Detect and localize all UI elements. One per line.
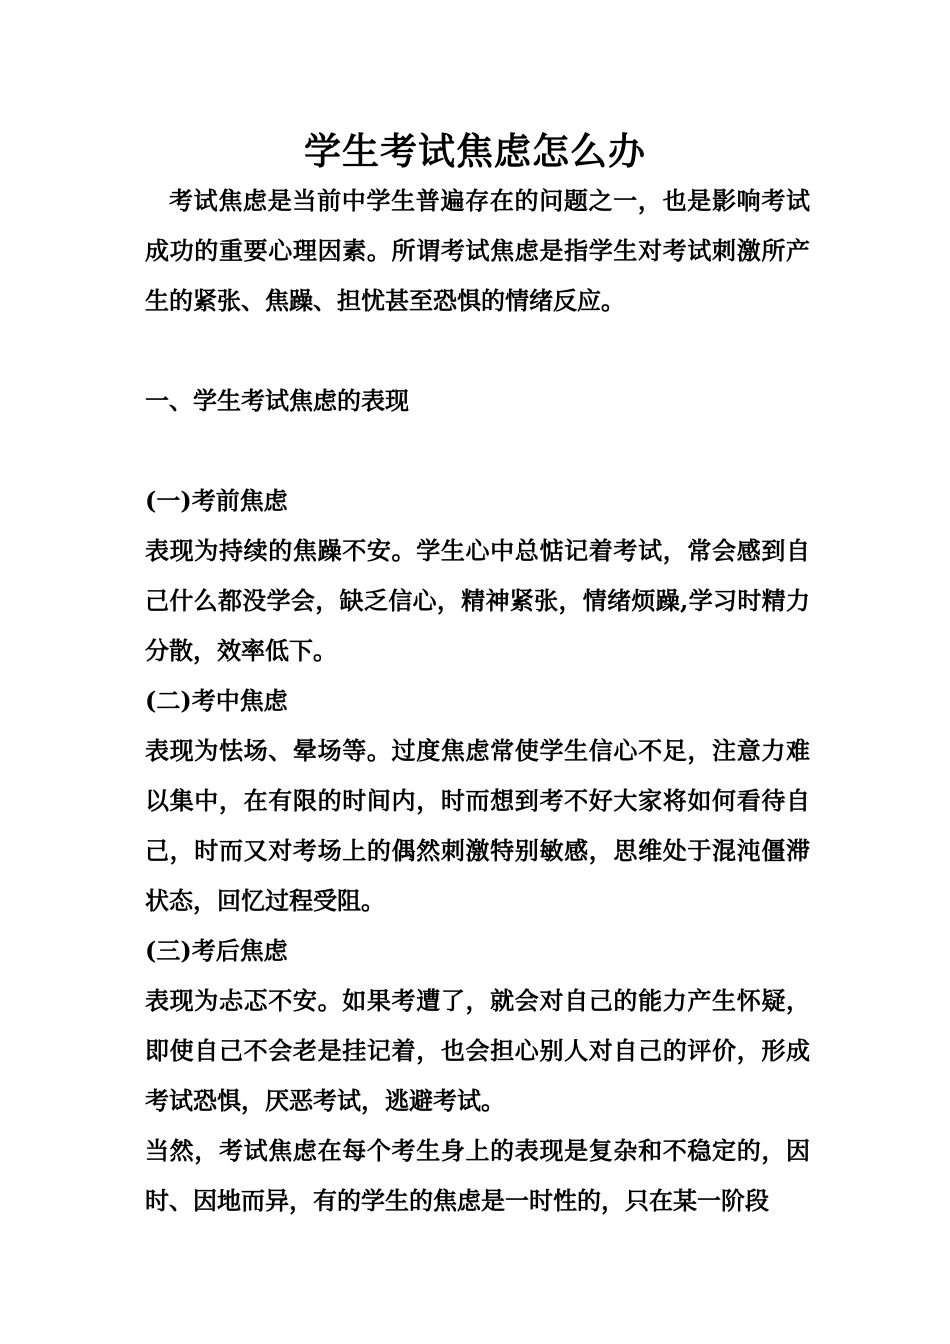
closing-paragraph: 当然，考试焦虑在每个考生身上的表现是复杂和不稳定的，因时、因地而异，有的学生的焦虑是一时性的，只在某一阶段 [145, 1136, 810, 1215]
spacer [145, 326, 810, 376]
subsection-paragraph-2: 表现为怯场、晕场等。过度焦虑常使学生信心不足，注意力难以集中，在有限的时间内，时而想到考不好大家将如何看待自己，时而又对考场上的偶然刺激特别敏感，思维处于混沌僵滞状态，回忆过程受阻。 [145, 736, 810, 915]
document-body [145, 176, 810, 1226]
intro-paragraph: 考试焦虑是当前中学生普遍存在的问题之一，也是影响考试成功的重要心理因素。所谓考试焦虑是指学生对考试刺激所产生的紧张、焦躁、担忧甚至恐惧的情绪反应。 [145, 186, 810, 315]
subsection-heading-3: (三)考后焦虑 [145, 936, 288, 965]
subsection-heading-2: (二)考中焦虑 [145, 686, 288, 715]
page-title: 学生考试焦虑怎么办 [304, 129, 646, 173]
spacer [145, 426, 810, 476]
subsection-paragraph-3: 表现为忐忑不安。如果考遭了，就会对自己的能力产生怀疑，即使自己不会老是挂记着，也会担心别人对自己的评价，形成考试恐惧，厌恶考试，逃避考试。 [145, 986, 810, 1115]
section-heading: 一、学生考试焦虑的表现 [145, 386, 409, 415]
subsection-paragraph-1: 表现为持续的焦躁不安。学生心中总惦记着考试，常会感到自己什么都没学会，缺乏信心，精神紧张，情绪烦躁,学习时精力分散，效率低下。 [145, 536, 810, 665]
subsection-heading-1: (一)考前焦虑 [145, 486, 288, 515]
